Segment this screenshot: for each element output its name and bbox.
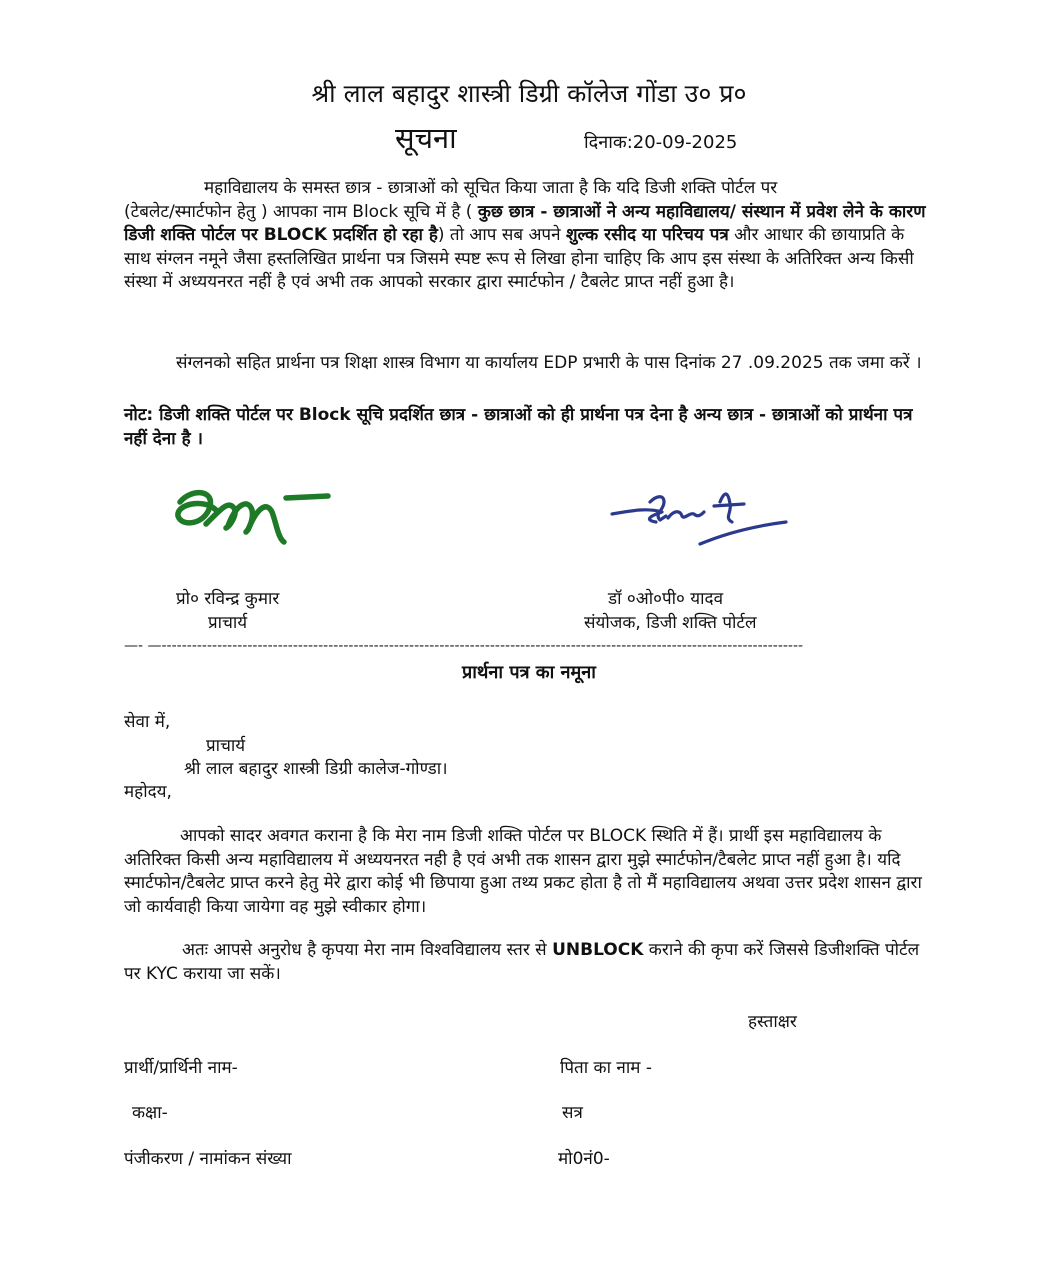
notice-p1-bold-reason: कुछ छात्र - छात्राओं ने अन्य महाविद्यालय/ संस्थान में प्रवेश लेने के कारण डिजी शक्ति पोर्टल पर BLOCK प्रदर्शित हो रहा है <box>124 201 926 245</box>
form-body-paragraph-1: आपको सादर अवगत कराना है कि मेरा नाम डिजी शक्ति पोर्टल पर BLOCK स्थिति में हैं। प्रार्थी इस महाविद्यालय के अतिरिक्त किसी अन्य महाविद्यालय में अध्ययनरत नही है एवं अभी तक शासन द्वारा मुझे स्मार्टफोन/टैबलेट प्राप्त नहीं हुआ है। यदि स्मार्टफोन/टैबलेट प्राप्त करने हेतु मेरे द्वारा कोई भी छिपाया हुआ तथ्य प्रकट होता है तो मैं महाविद्यालय अथवा उत्तर प्रदेश शासन द्वारा जो कार्यवाही किया जायेगा वह मुझे स्वीकार होगा। <box>124 826 922 917</box>
convener-title: संयोजक, डिजी शक्ति पोर्टल <box>584 613 757 633</box>
notice-p1-text-c: ) तो आप सब अपने <box>437 225 566 245</box>
convener-name: डॉ ०ओ०पी० यादव <box>608 589 724 609</box>
form-body2-text-a: अतः आपसे अनुरोध है कृपया मेरा नाम विश्वविद्यालय स्तर से <box>182 940 553 960</box>
section-divider: —- —------------------------------------------------------------------------------------------------------------------------------- <box>124 638 804 654</box>
principal-name: प्रो० रविन्द्र कुमार <box>176 589 280 609</box>
form-mobile-label: मो0नं0- <box>558 1149 610 1169</box>
principal-signature <box>168 480 348 554</box>
notice-note: नोट: डिजी शक्ति पोर्टल पर Block सूचि प्रदर्शित छात्र - छात्राओं को ही प्रार्थना पत्र देना है अन्य छात्र - छात्राओं को प्रार्थना पत्र नहीं देना है । <box>124 405 913 449</box>
form-session-label: सत्र <box>562 1103 583 1123</box>
form-recipient-college: श्री लाल बहादुर शास्त्री डिग्री कालेज-गोण्डा। <box>184 759 448 779</box>
form-signature-label: हस्ताक्षर <box>748 1012 797 1032</box>
notice-date: दिनाक:20-09-2025 <box>584 132 738 153</box>
notice-paragraph-1 <box>124 177 936 295</box>
form-class-label: कक्षा- <box>132 1103 168 1123</box>
form-applicant-name-label: प्रार्थी/प्रार्थिनी नाम- <box>124 1058 238 1078</box>
form-body-paragraph-2 <box>124 939 924 986</box>
form-recipient: प्राचार्य <box>206 736 246 756</box>
college-title: श्री लाल बहादुर शास्त्री डिग्री कॉलेज गोंडा उ० प्र० <box>311 79 747 108</box>
notice-paragraph-1-rest <box>124 201 936 295</box>
convener-signature <box>604 484 794 554</box>
notice-p1-text-a: (टेबलेट/स्मार्टफोन हेतु ) आपका नाम Block सूचि में है ( <box>124 201 478 222</box>
form-registration-label: पंजीकरण / नामांकन संख्या <box>124 1149 292 1169</box>
notice-p1-bold-documents: शुल्क रसीद या परिचय पत्र <box>565 225 729 245</box>
form-salutation: महोदय, <box>124 782 172 802</box>
notice-heading: सूचना <box>395 121 457 155</box>
notice-paragraph-2: संग्लनको सहित प्रार्थना पत्र शिक्षा शास्त्र विभाग या कार्यालय EDP प्रभारी के पास दिनांक 27 .09.2025 तक जमा करें । <box>176 353 922 373</box>
notice-paragraph-1-first-line: महाविद्यालय के समस्त छात्र - छात्राओं को सूचित किया जाता है कि यदि डिजी शक्ति पोर्टल पर <box>204 178 778 198</box>
form-body2-text-b: कराने की कृपा करें जिससे डिजीशक्ति पोर्टल पर KYC कराया जा सकें। <box>124 940 920 984</box>
principal-title: प्राचार्य <box>208 613 248 633</box>
form-to-line: सेवा में, <box>124 712 171 732</box>
application-format-title: प्रार्थना पत्र का नमूना <box>462 662 596 683</box>
form-father-name-label: पिता का नाम - <box>560 1058 652 1078</box>
notice-p1-text-e: और आधार की छायाप्रति के साथ संग्लन नमूने जैसा हस्तलिखित प्रार्थना पत्र जिसमे स्पष्ट रूप से लिखा होना चाहिए कि आप इस संस्था के अतिरिक्त अन्य किसी संस्था में अध्ययनरत नहीं है एवं अभी तक आपको सरकार द्वारा स्मार्टफोन / टैबलेट प्राप्त नहीं हुआ है। <box>124 225 914 292</box>
form-body2-unblock: UNBLOCK <box>552 940 644 960</box>
